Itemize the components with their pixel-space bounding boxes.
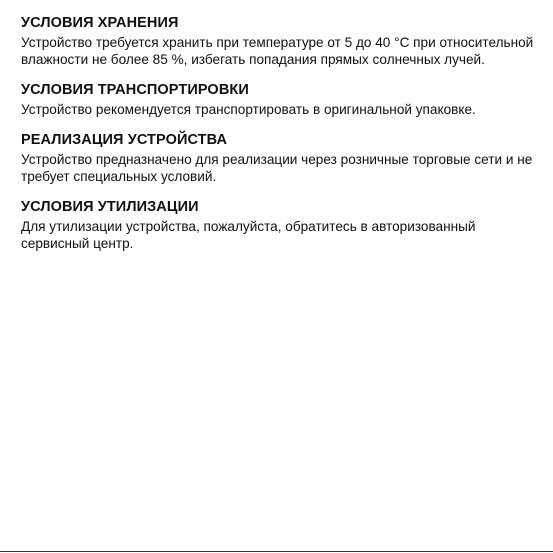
storage-conditions-heading: УСЛОВИЯ ХРАНЕНИЯ	[21, 15, 179, 31]
bottom-divider	[0, 551, 553, 552]
device-sale-section	[21, 132, 547, 185]
transport-conditions-text: Устройство рекомендуется транспортировать в оригинальной упаковке.	[21, 102, 476, 117]
device-sale-heading: РЕАЛИЗАЦИЯ УСТРОЙСТВА	[21, 132, 228, 148]
storage-conditions-section	[21, 15, 547, 68]
transport-conditions-section	[21, 82, 547, 118]
disposal-conditions-text: Для утилизации устройства, пожалуйста, обратитесь в авторизованный сервисный центр.	[21, 219, 476, 251]
device-sale-text: Устройство предназначено для реализации через розничные торговые сети и не требует специальных условий.	[21, 152, 533, 184]
disposal-conditions-section	[21, 199, 547, 252]
document-body	[21, 15, 547, 266]
transport-conditions-heading: УСЛОВИЯ ТРАНСПОРТИРОВКИ	[21, 82, 249, 98]
disposal-conditions-heading: УСЛОВИЯ УТИЛИЗАЦИИ	[21, 199, 199, 215]
storage-conditions-text: Устройство требуется хранить при температуре от 5 до 40 °C при относительной влажности не более 85 %, избегать попадания прямых солнечных лучей.	[21, 35, 534, 67]
